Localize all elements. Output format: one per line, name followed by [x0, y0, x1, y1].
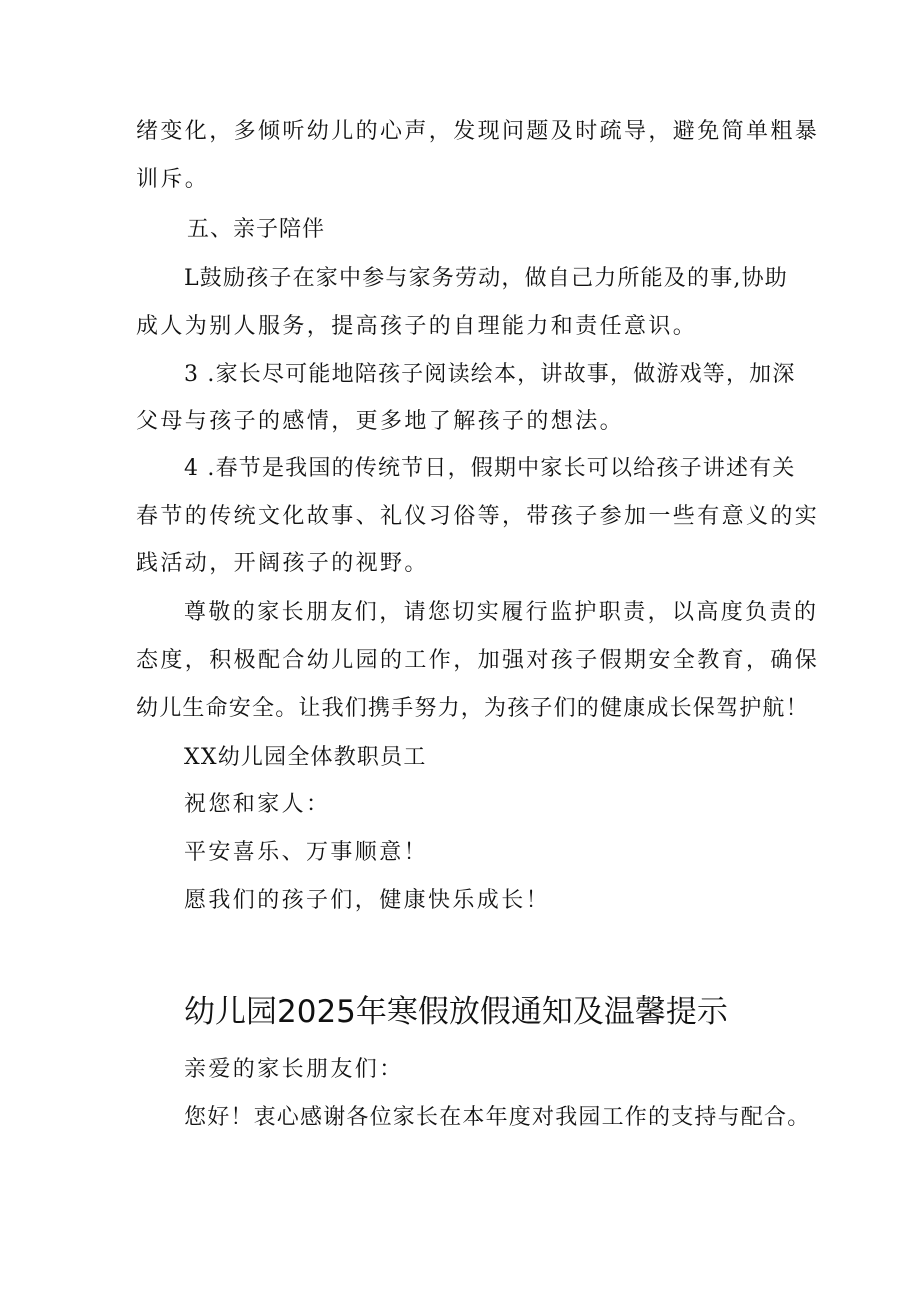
paragraph-line: 父母与孩子的感情，更多地了解孩子的想法。 [136, 409, 625, 434]
paragraph-line: 您好！衷心感谢各位家长在本年度对我园工作的支持与配合。 [184, 1105, 811, 1130]
greeting: 亲爱的家长朋友们： [184, 1057, 404, 1082]
signature: XX幼儿园全体教职员工 [184, 745, 427, 770]
paragraph-line: 4 .春节是我国的传统节日，假期中家长可以给孩子讲述有关 [184, 456, 796, 481]
paragraph-line: 春节的传统文化故事、礼仪习俗等，带孩子参加一些有意义的实 [136, 504, 820, 529]
wish-line: 祝您和家人： [184, 792, 331, 817]
paragraph-line: 践活动，开阔孩子的视野。 [136, 551, 429, 576]
notice-title: 幼儿园2025年寒假放假通知及温馨提示 [184, 994, 728, 1030]
paragraph-line: 训斥。 [136, 167, 210, 192]
paragraph-line: 幼儿生命安全。让我们携手努力，为孩子们的健康成长保驾护航！ [136, 696, 809, 721]
wish-line: 平安喜乐、万事顺意！ [184, 840, 429, 865]
paragraph-line: 绪变化，多倾听幼儿的心声，发现问题及时疏导，避免简单粗暴 [136, 119, 820, 144]
paragraph-line: L鼓励孩子在家中参与家务劳动，做自己力所能及的事,协助 [184, 266, 789, 291]
paragraph-line: 成人为别人服务，提高孩子的自理能力和责任意识。 [136, 314, 698, 339]
section-heading: 五、亲子陪伴 [187, 217, 326, 242]
paragraph-line: 态度，积极配合幼儿园的工作，加强对孩子假期安全教育，确保 [136, 648, 820, 673]
paragraph-line: 尊敬的家长朋友们，请您切实履行监护职责，以高度负责的 [184, 600, 819, 625]
wish-line: 愿我们的孩子们，健康快乐成长！ [184, 888, 551, 913]
paragraph-line: 3 .家长尽可能地陪孩子阅读绘本，讲故事，做游戏等，加深 [184, 362, 796, 387]
